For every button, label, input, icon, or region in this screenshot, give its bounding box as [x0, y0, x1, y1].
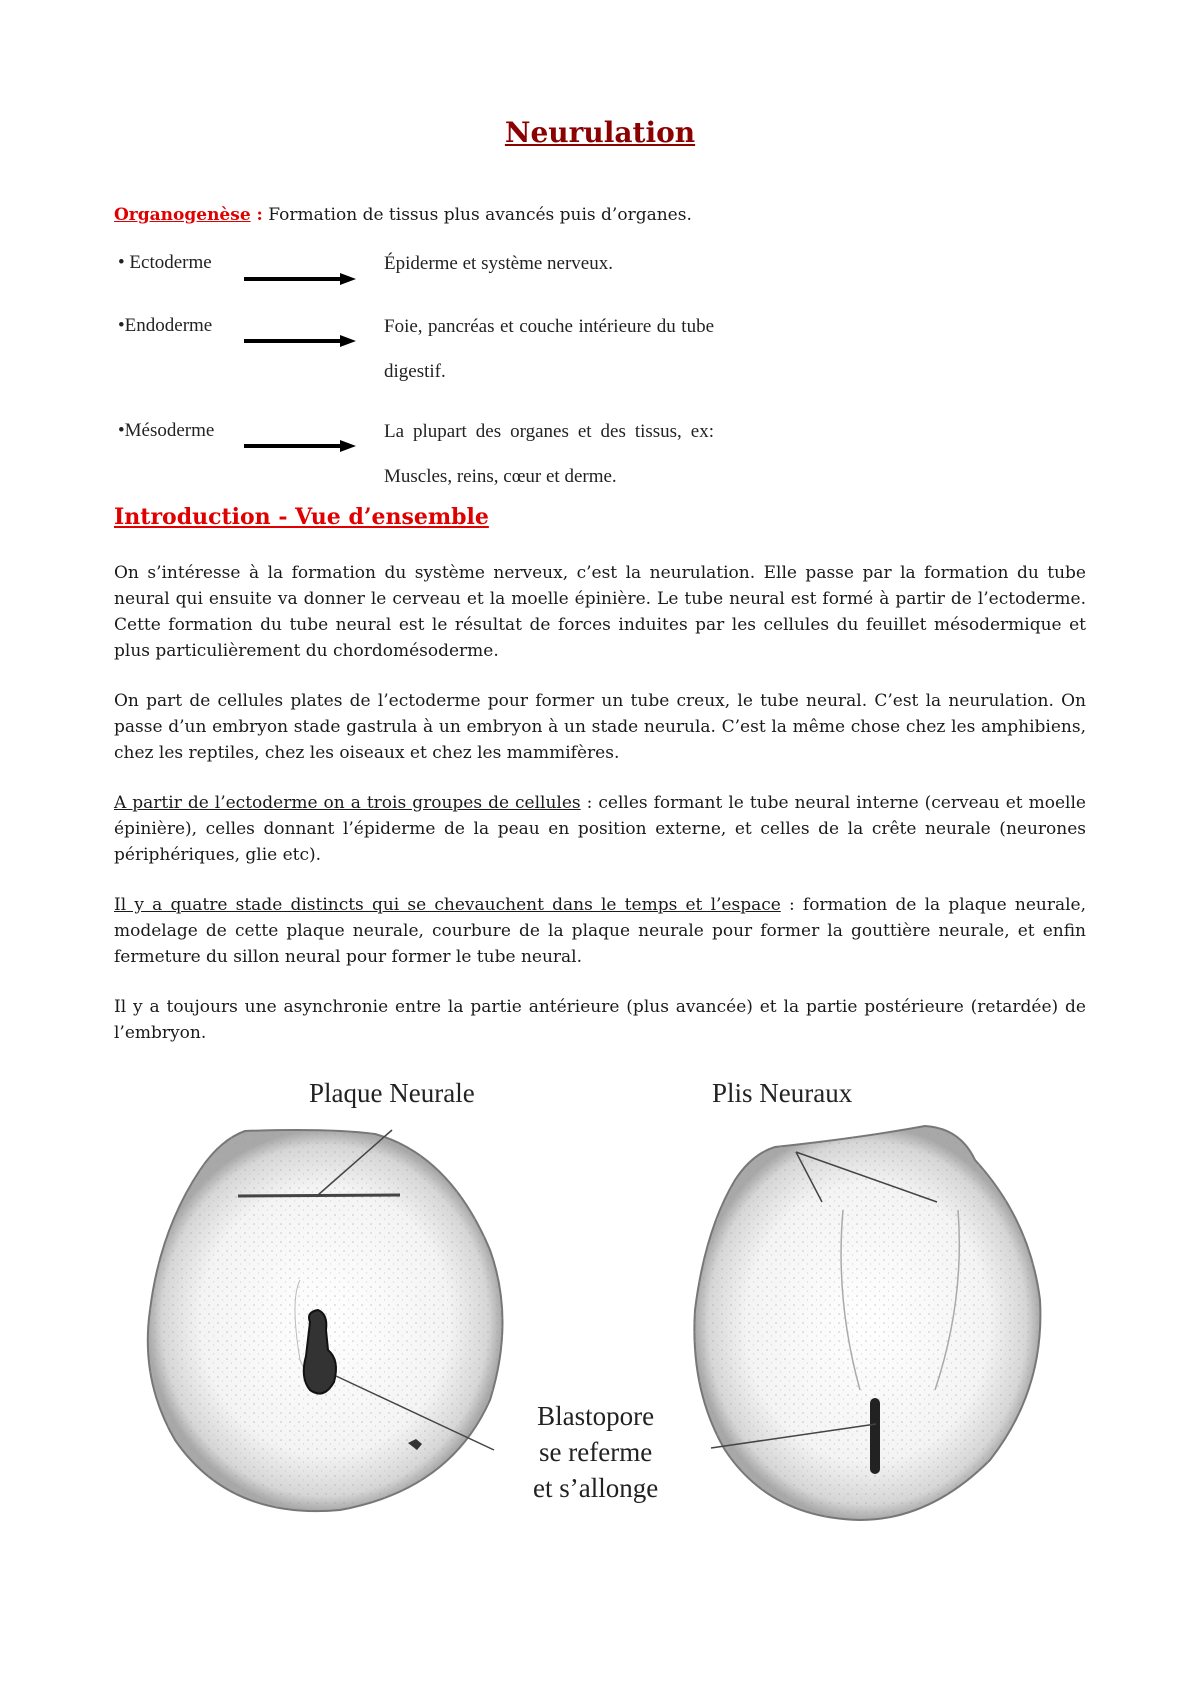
germ-layer-description: Foie, pancréas et couche intérieure du tube digestif.	[384, 316, 714, 382]
organogenese-colon: :	[250, 205, 263, 225]
paragraph-underlined-lead: Il y a quatre stade distincts qui se chevauchent dans le temps et l’espace	[114, 895, 781, 915]
germ-layer-description: Épiderme et système nerveux.	[384, 253, 613, 274]
organogenese-line	[114, 205, 692, 225]
embryo-figure	[0, 1060, 1200, 1540]
paragraph-underlined-lead: A partir de l’ectoderme on a trois groupes de cellules	[114, 793, 581, 813]
arrow-right-icon	[244, 439, 356, 453]
section-heading: Introduction - Vue d’ensemble	[114, 504, 489, 530]
figure-label-plis-neuraux: Plis Neuraux	[712, 1078, 853, 1108]
paragraph: On s’intéresse à la formation du système nerveux, c’est la neurulation. Elle passe par la formation du tube neural qui ensuite va donner le cerveau et la moelle épinière. Le tube neural est formé à partir de l’ectoderme. Cette formation du tube neural est le résultat de forces induites par les cellules du feuillet mésodermique et plus particulièrement du chordomésoderme.	[114, 563, 1086, 661]
paragraph: Il y a toujours une asynchronie entre la partie antérieure (plus avancée) et la partie postérieure (retardée) de l’embryon.	[114, 997, 1086, 1043]
arrow-right-icon	[244, 272, 356, 286]
figure-label-blastopore	[533, 1398, 658, 1506]
embryo-neural-folds	[694, 1126, 1040, 1520]
paragraph: On part de cellules plates de l’ectoderme pour former un tube creux, le tube neural. C’est la neurulation. On passe d’un embryon stade gastrula à un embryon à un stade neurula. C’est la même chose chez les amphibiens, chez les reptiles, chez les oiseaux et chez les mammifères.	[114, 691, 1086, 763]
germ-layer-name: •Mésoderme	[118, 420, 215, 441]
figure-label-line: et s’allonge	[533, 1473, 659, 1503]
paragraph	[114, 892, 1086, 970]
germ-layer-name: • Ectoderme	[118, 252, 212, 273]
figure-label-line: se referme	[539, 1437, 653, 1467]
organogenese-label: Organogenèse	[114, 205, 251, 225]
paragraph-rest: : celles formant le tube neural interne (cerveau et moelle épinière), celles donnant l’épiderme de la peau en position externe, et celles de la crête neurale (neurones périphériques, glie etc).	[114, 793, 1086, 865]
organogenese-text: Formation de tissus plus avancés puis d’organes.	[262, 205, 692, 225]
embryo-neural-plate	[148, 1130, 503, 1511]
germ-layer-name: •Endoderme	[118, 315, 213, 336]
germ-layer-description: La plupart des organes et des tissus, ex: Muscles, reins, cœur et derme.	[384, 421, 714, 487]
figure-label-plaque-neurale: Plaque Neurale	[309, 1078, 475, 1108]
arrow-right-icon	[244, 334, 356, 348]
paragraph	[114, 790, 1086, 868]
figure-label-line: Blastopore	[537, 1401, 655, 1431]
paragraph-rest: : formation de la plaque neurale, modelage de cette plaque neurale, courbure de la plaque neurale pour former la gouttière neurale, et enfin fermeture du sillon neural pour former le tube neural.	[114, 895, 1086, 967]
page-title: Neurulation	[504, 116, 696, 149]
